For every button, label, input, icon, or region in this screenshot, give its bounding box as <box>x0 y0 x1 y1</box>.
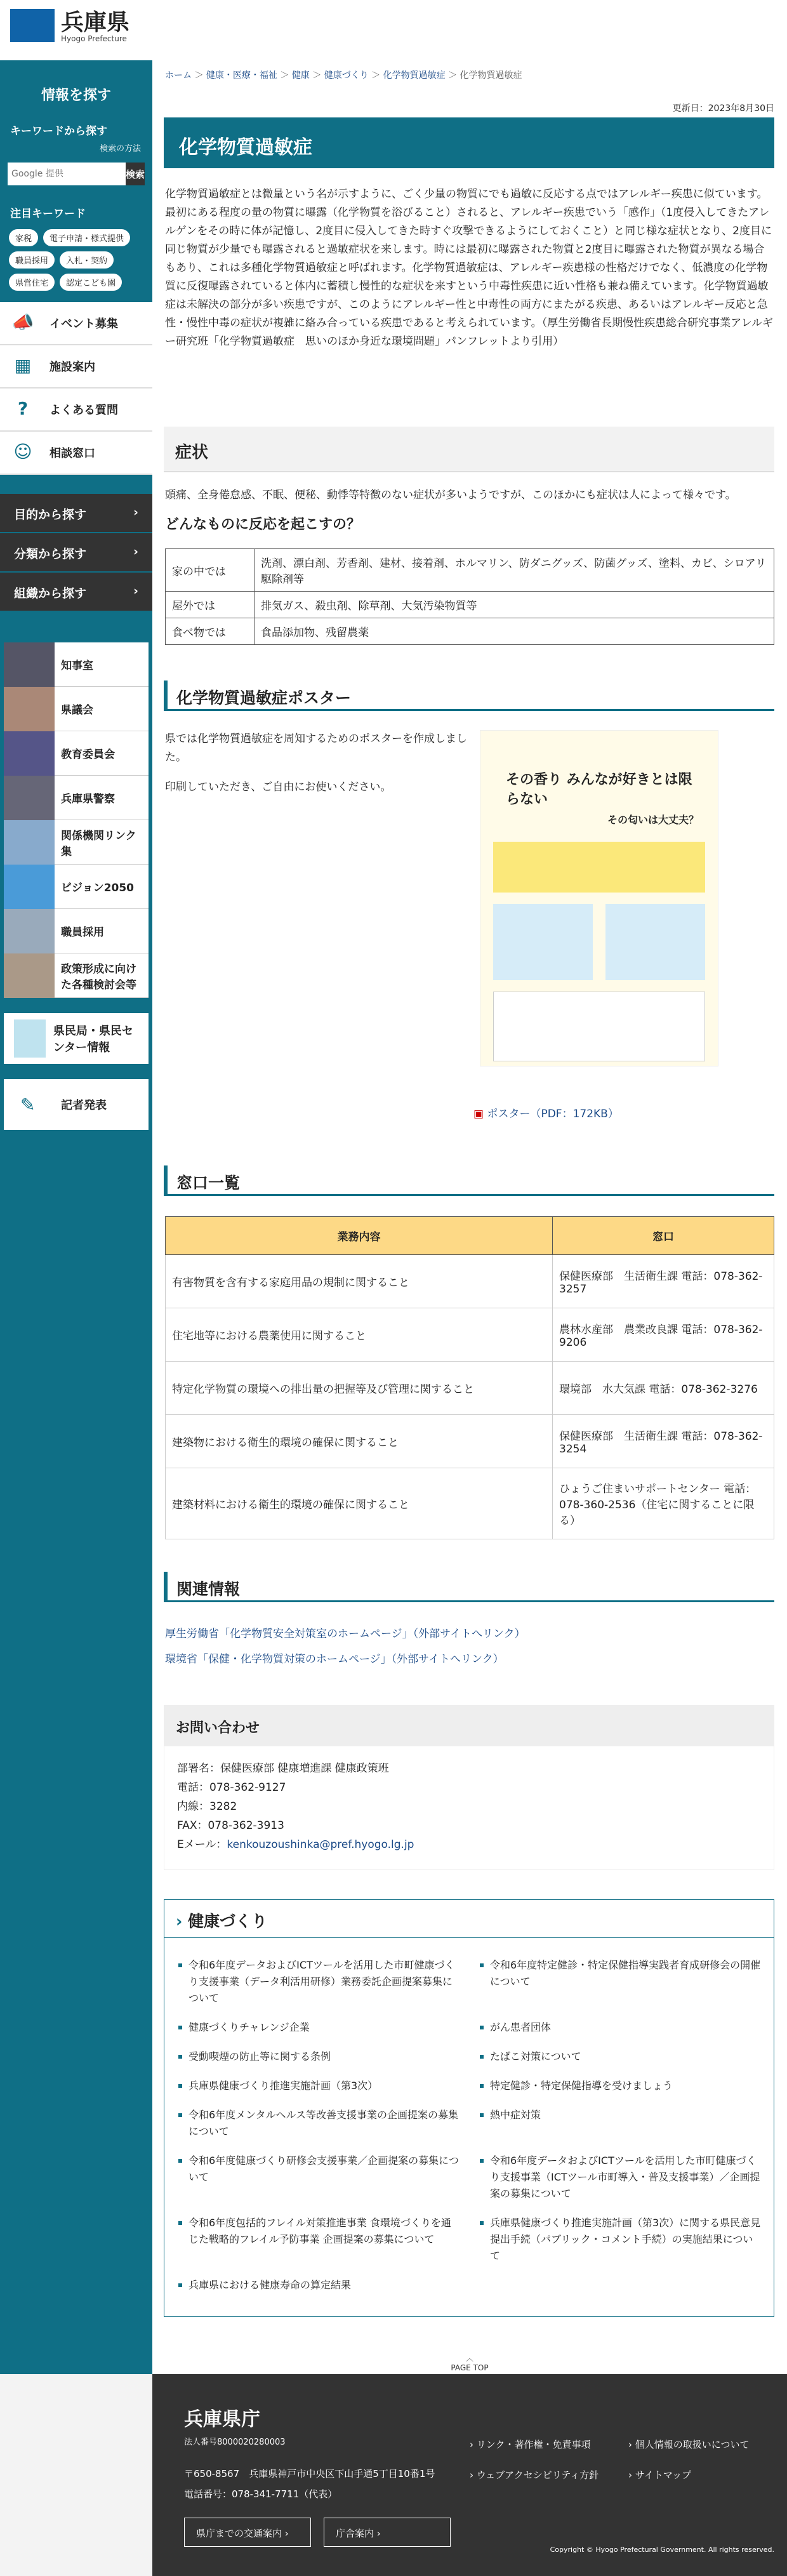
breadcrumb-link[interactable]: 健康づくり <box>324 70 369 81</box>
inquiry-ext: 内線：3282 <box>177 1800 237 1813</box>
nav-by-category[interactable]: 分類から探す › <box>0 533 152 573</box>
table-row: 食べ物では 食品添加物、残留農薬 <box>166 618 774 645</box>
education-photo <box>4 731 55 776</box>
megaphone-icon: 📣 <box>11 312 34 333</box>
consultation-icon: ☺ <box>13 441 32 462</box>
sidebar-heading: 情報を探す <box>41 88 111 103</box>
updated-date: 更新日：2023年8月30日 <box>672 103 774 114</box>
policy-photo <box>4 953 55 998</box>
nav-by-organization[interactable]: 組織から探す › <box>0 573 152 612</box>
copyright: Copyright © Hyogo Prefectural Government. All rights reserved. <box>550 2546 774 2554</box>
reaction-subheading: どんなものに反応を起こすの？ <box>165 517 361 533</box>
related-link[interactable]: 厚生労働省「化学物質安全対策室のホームページ」（外部サイトへリンク） <box>165 1628 526 1640</box>
symptoms-heading: 症状 <box>164 427 774 472</box>
banner-recruit[interactable]: 職員採用 <box>4 909 149 953</box>
footer-link[interactable]: › 個人情報の取扱いについて <box>628 2439 750 2450</box>
list-item[interactable]: 熱中症対策 <box>479 2101 761 2146</box>
banner-vision[interactable]: ビジョン2050 <box>4 865 149 909</box>
access-button[interactable]: 県庁までの交通案内 › <box>184 2518 311 2547</box>
assembly-photo <box>4 687 55 731</box>
list-item[interactable]: 令和6年度データおよびICTツールを活用した市町健康づくり支援事業（ICTツール市町導入・普及支援事業）／企画提案の募集について <box>479 2146 761 2208</box>
keyword-tag[interactable]: 県営住宅 <box>9 274 55 291</box>
poster-heading: 化学物質過敏症ポスター <box>164 681 774 711</box>
inquiry-heading: お問い合わせ <box>164 1706 774 1746</box>
site-logo[interactable] <box>0 0 152 60</box>
inquiry-tel: 電話：078-362-9127 <box>177 1781 286 1794</box>
table-row: 有害物質を含有する家庭用品の規制に関すること 保健医療部 生活衛生課 電話：078-362-3257 <box>166 1255 774 1308</box>
list-item[interactable]: 令和6年度メンタルヘルス等改善支援事業の企画提案の募集について <box>177 2101 460 2146</box>
reaction-table <box>165 548 774 645</box>
footer <box>152 2374 787 2576</box>
poster-image: その香り みんなが好きとは限らない その匂いは大丈夫？ <box>480 730 718 1066</box>
table-row: 屋外では 排気ガス、殺虫剤、除草剤、大気汚染物質等 <box>166 592 774 618</box>
poster-text-1: 県では化学物質過敏症を周知するためのポスターを作成しました。 <box>165 733 467 764</box>
list-item[interactable]: 兵庫県健康づくり推進実施計画（第3次） <box>177 2071 460 2101</box>
building-icon: ▦ <box>14 355 32 376</box>
email-link[interactable]: kenkouzoushinka@pref.hyogo.lg.jp <box>227 1838 414 1851</box>
keyword-tag[interactable]: 認定こども園 <box>60 274 122 291</box>
logo-sub: Hyogo Prefecture <box>61 34 127 43</box>
page-title: 化学物質過敏症 <box>164 117 774 168</box>
attention-keywords-heading: 注目キーワード <box>10 208 86 220</box>
banner-policy[interactable]: 政策形成に向けた各種検討会等 <box>4 953 149 998</box>
nav-by-purpose[interactable]: 目的から探す › <box>0 494 152 533</box>
chevron-right-icon: › <box>176 1912 183 1930</box>
list-item[interactable]: 受動喫煙の防止等に関する条例 <box>177 2042 460 2071</box>
kenko-heading: › 健康づくり <box>164 1900 774 1938</box>
footer-name: 兵庫県庁 <box>184 2408 260 2431</box>
page-top-button[interactable]: ︿ PAGE TOP <box>438 2353 501 2372</box>
list-item[interactable]: 特定健診・特定保健指導を受けましょう <box>479 2071 761 2101</box>
footer-corp-number: 法人番号8000020280003 <box>184 2438 286 2447</box>
related-link[interactable]: 環境省「保健・化学物質対策のホームページ」（外部サイトへリンク） <box>165 1653 504 1666</box>
table-row: 住宅地等における農薬使用に関すること 農林水産部 農業改良課 電話：078-362-9206 <box>166 1308 774 1362</box>
kenko-links-box <box>164 1899 774 2317</box>
logo-name: 兵庫県 <box>61 10 130 36</box>
banner-police[interactable]: 兵庫県警察 <box>4 776 149 820</box>
inquiry-fax: FAX：078-362-3913 <box>177 1819 284 1832</box>
footer-tel: 電話番号：078-341-7711（代表） <box>184 2488 338 2500</box>
banner-assembly[interactable]: 県議会 <box>4 687 149 731</box>
list-item[interactable]: 令和6年度特定健診・特定保健指導実践者育成研修会の開催について <box>479 1951 761 2013</box>
breadcrumb-link[interactable]: 健康・医療・福祉 <box>206 70 277 81</box>
breadcrumb: ホーム ＞ 健康・医療・福祉 ＞ 健康 ＞ 健康づくり ＞ 化学物質過敏症 ＞ 化学物質過敏症 <box>165 70 522 81</box>
keyword-tag[interactable]: 入札・契約 <box>60 251 114 269</box>
search-howto-link[interactable]: 検索の方法 <box>99 144 141 154</box>
sidebar-link-faq[interactable]: ? よくある質問 <box>0 388 152 432</box>
sidebar-link-facilities[interactable]: ▦ 施設案内 <box>0 345 152 388</box>
intro-text: 化学物質過敏症とは微量という名が示すように、ごく少量の物質にでも過敏に反応する点ではアレルギー疾患に似ています。最初にある程度の量の物質に曝露（化学物質を浴びること）されると、アレルギー疾患でいう「感作」（1度侵入してきたアレルゲンをその時に体が記憶し、2度目に侵入してきた時すぐ攻撃できるようにしておくこと）と同じ様な症状となり、2度目に同じ物質が少量でも曝露されると過敏症状を来します。時には最初に曝露された物質と2度目に曝露された物質が異なる場合もあり、これは多種化学物質過敏症と呼ばれます。化学物質過敏症は、アレルギー疾患様の性格だけでなく、低濃度の化学物質に反復曝露されていると体内に蓄積し慢性的な症状を来すという中毒性疾患に近い性格も兼ね備えています。化学物質過敏症は未解決の部分が多い疾患ですが、このようにアレルギー性と中毒性の両方にまたがる疾患、あるいはアレルギー反応と急性・慢性中毒の症状が複雑に絡み合っている疾患であると考えられています。（厚生労働省長期慢性疾患総合研究事業アレルギー研究班「化学物質過敏症 思いのほか身近な環境問題」パンフレットより引用） <box>165 188 774 348</box>
poster-text-2: 印刷していただき、ご自由にお使いください。 <box>165 781 392 793</box>
vision-logo <box>4 865 55 909</box>
banner-links[interactable]: 関係機関リンク集 <box>4 820 149 865</box>
table-row: 特定化学物質の環境への排出量の把握等及び管理に関すること 環境部 水大気課 電話：078-362-3276 <box>166 1362 774 1415</box>
list-item[interactable]: 兵庫県健康づくり推進実施計画（第3次）に関する県民意見提出手続（パブリック・コメント手続）の実施結果について <box>479 2208 761 2271</box>
footer-address: 〒650-8567 兵庫県神戸市中央区下山手通5丁目10番1号 <box>184 2468 435 2480</box>
banner-governor[interactable]: 知事室 <box>4 642 149 687</box>
footer-link[interactable]: › ウェブアクセシビリティ方針 <box>470 2469 599 2481</box>
search-input[interactable] <box>8 163 126 185</box>
sidebar-link-consult[interactable]: ☺ 相談窓口 <box>0 432 152 475</box>
search-button[interactable]: 検索 <box>126 163 145 185</box>
keyword-tag[interactable]: 家税 <box>9 229 38 246</box>
inquiry-dept: 部署名：保健医療部 健康増進課 健康政策班 <box>177 1762 389 1775</box>
police-photo <box>4 776 55 820</box>
center-info-link[interactable]: 県民局・県民センター情報 <box>4 1013 149 1064</box>
chevron-up-icon: ︿ <box>465 2354 473 2363</box>
footer-link[interactable]: › サイトマップ <box>628 2469 692 2481</box>
contacts-heading: 窓口一覧 <box>164 1165 774 1196</box>
footer-link[interactable]: › リンク・著作権・免責事項 <box>470 2439 591 2450</box>
list-item[interactable]: 健康づくりチャレンジ企業 <box>177 2013 460 2042</box>
hyogo-logo-icon <box>10 9 55 42</box>
breadcrumb-current: 化学物質過敏症 <box>460 70 522 81</box>
sidebar-link-events[interactable]: 📣 イベント募集 <box>0 302 152 345</box>
keyword-search-heading: キーワードから探す <box>10 125 107 138</box>
list-item[interactable]: がん患者団体 <box>479 2013 761 2042</box>
table-row: 建築材料における衛生的環境の確保に関すること ひょうご住まいサポートセンター 電話：078-360-2536（住宅に関することに限る） <box>166 1468 774 1539</box>
banner-education[interactable]: 教育委員会 <box>4 731 149 776</box>
breadcrumb-link[interactable]: 化学物質過敏症 <box>383 70 446 81</box>
press-release-link[interactable]: ✎ 記者発表 <box>4 1079 149 1130</box>
pen-icon: ✎ <box>20 1094 36 1115</box>
keyword-tag[interactable]: 電子申請・様式提供 <box>43 229 130 246</box>
chevron-right-icon: › <box>133 505 138 519</box>
table-row: 建築物における衛生的環境の確保に関すること 保健医療部 生活衛生課 電話：078-362-3254 <box>166 1415 774 1468</box>
list-item[interactable]: 令和6年度包括的フレイル対策推進事業 食環境づくりを通じた戦略的フレイル予防事業 企画提案の募集について <box>177 2208 460 2271</box>
links-photo <box>4 820 55 865</box>
map-icon <box>14 1019 46 1058</box>
table-row: 家の中では 洗剤、漂白剤、芳香剤、建材、接着剤、ホルマリン、防ダニグッズ、防菌グッズ、塗料、カビ、シロアリ駆除剤等 <box>166 549 774 592</box>
list-item[interactable]: たばこ対策について <box>479 2042 761 2071</box>
inquiry-box <box>164 1705 774 1870</box>
chevron-right-icon: › <box>133 545 138 559</box>
chevron-right-icon: › <box>133 584 138 598</box>
question-icon: ? <box>17 398 29 419</box>
breadcrumb-link[interactable]: ホーム <box>165 70 192 81</box>
keyword-tag[interactable]: 職員採用 <box>9 251 55 269</box>
governor-photo <box>4 642 55 687</box>
poster-pdf-link[interactable]: ▣ ポスター（PDF：172KB） <box>473 1108 619 1120</box>
list-item[interactable]: 兵庫県における健康寿命の算定結果 <box>177 2271 460 2300</box>
inquiry-email-label: Eメール： <box>177 1838 227 1851</box>
related-heading: 関連情報 <box>164 1572 774 1602</box>
list-item[interactable]: 令和6年度データおよびICTツールを活用した市町健康づくり支援事業（データ利活用研修）業務委託企画提案募集について <box>177 1951 460 2013</box>
symptoms-text: 頭痛、全身倦怠感、不眠、便秘、動悸等特徴のない症状が多いようですが、このほかにも症状は人によって様々です。 <box>165 489 736 501</box>
breadcrumb-link[interactable]: 健康 <box>291 70 310 81</box>
list-item[interactable]: 令和6年度健康づくり研修会支援事業／企画提案の募集について <box>177 2146 460 2208</box>
sidebar <box>0 0 152 2374</box>
contacts-table: 業務内容 窓口 有害物質を含有する家庭用品の規制に関すること 保健医療部 生活衛生課 電話：078-362-3257 住宅地等における農薬使用に関すること 農林水産部 農業改良課 電話：078-362-9206 特定化学物質の環境への排出量の把握等及び管理に関すること 環境部 水大気課 電話：078-362-3276 建築物における衛生的環境の確保に関すること 保健医療部 生活衛生課 電話：078-362-3254 建築材料における衛生的環境の確保に関すること ひょうご住まいサポートセンター 電話：078-360-2536（住宅に関することに限る） <box>165 1216 774 1539</box>
office-guide-button[interactable]: 庁舎案内 › <box>324 2518 451 2547</box>
pdf-icon: ▣ <box>473 1108 484 1120</box>
recruit-photo <box>4 909 55 953</box>
